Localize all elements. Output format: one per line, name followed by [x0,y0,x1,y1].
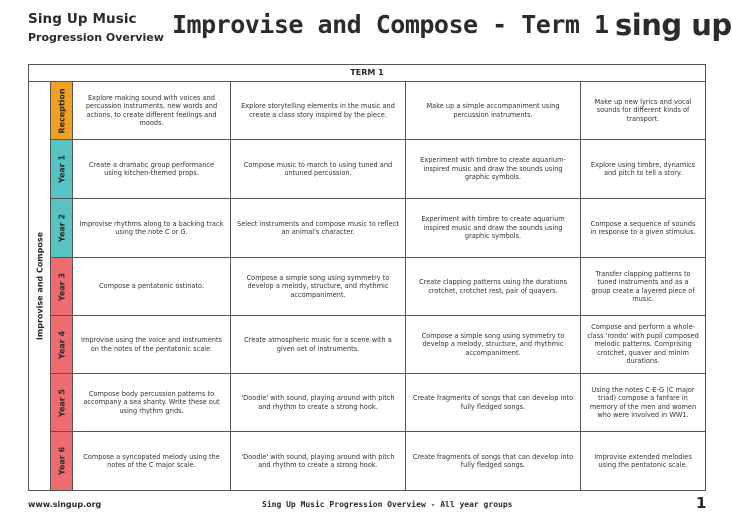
table-cell [406,199,581,257]
table-cell [406,316,581,373]
table-cell [231,199,406,257]
logo-text: sing up [615,8,732,42]
year-label-cell [51,82,73,139]
year-label-cell [51,199,73,257]
side-label: Improvise and Compose [35,231,44,341]
cell-text: Transfer clapping patterns to tuned instruments and as a group create a layered piece of music. [591,269,695,303]
cell-text: Compose body percussion patterns to accompany a sea shanty. Write these out using rhythm grids. [83,389,220,415]
year-label-cell [51,432,73,490]
table-grid [51,82,705,490]
year-label: Year 5 [57,388,66,417]
progression-table [28,64,706,491]
cell-text: Explore using timbre, dynamics and pitch to tell a story. [590,160,696,177]
cell-text: Make up a simple accompaniment using percussion instruments. [426,102,560,119]
year-label: Year 3 [57,272,66,301]
year-label: Reception [57,87,66,134]
cell-text: Explore making sound with voices and percussion instruments, new words and actions, to create different feelings and moods. [85,93,218,127]
table-cell [581,374,705,431]
cell-text: Improvise rhythms along to a backing track using the note C or G. [79,219,224,236]
table-cell [581,258,705,315]
table-cell [73,432,231,490]
cell-text: 'Doodle' with sound, playing around with pitch and rhythm to create a strong hook. [241,452,395,469]
table-cell [73,199,231,257]
year-label-cell [51,316,73,373]
table-cell [581,316,705,373]
cell-text: Compose a simple song using symmetry to develop a melody, structure, and rhythmic accompaniment. [246,273,390,299]
cell-text: Create atmospheric music for a scene with a given set of instruments. [244,336,392,353]
sing-up-logo [615,8,732,42]
cell-text: Explore storytelling elements in the music and create a class story inspired by the piece. [241,102,395,119]
cell-text: Create fragments of songs that can develop into fully fledged songs. [412,452,574,469]
table-row [51,82,705,140]
table-cell [581,82,705,139]
page-header [0,0,732,62]
cell-text: Compose a pentatonic ostinato. [98,282,205,291]
year-label: Year 6 [57,446,66,476]
page-number: 1 [696,494,707,512]
cell-text: Create fragments of songs that can develop into fully fledged songs. [412,394,574,411]
table-cell [231,258,406,315]
table-cell [581,432,705,490]
year-label-cell [51,258,73,315]
brand-subtitle: Progression Overview [28,31,164,44]
cell-text: Select instruments and compose music to reflect an animal's character. [237,219,399,236]
year-label: Year 1 [57,154,66,184]
footer-title: Sing Up Music Progression Overview - All year groups [262,500,513,509]
table-cell [581,140,705,198]
term-heading: TERM 1 [29,65,705,82]
table-row [51,199,705,258]
year-label: Year 2 [57,213,66,243]
cell-text: Using the notes C-E-G (C major triad) compose a fanfare in memory of the men and women who were involved in WW1. [589,385,697,419]
table-cell [73,374,231,431]
cell-text: Improvise using the voice and instruments on the notes of the pentatonic scale. [81,336,222,353]
cell-text: Compose a sequence of sounds in response to a given stimulus. [590,219,696,236]
table-cell [231,316,406,373]
table-cell [73,82,231,139]
cell-text: Experiment with timbre to create aquarium inspired music and draw the sounds using graphic symbols. [421,215,565,241]
table-cell [231,374,406,431]
cell-text: Create clapping patterns using the durations crotchet, crotchet rest, pair of quavers. [419,278,567,295]
table-cell [406,82,581,139]
table-row [51,140,705,199]
side-label-cell [29,82,51,490]
cell-text: Compose a simple song using symmetry to develop a melody, structure, and rhythmic accompaniment. [421,331,565,357]
cell-text: 'Doodle' with sound, playing around with pitch and rhythm to create a strong hook. [241,394,395,411]
table-cell [73,258,231,315]
table-row [51,374,705,432]
page-title: Improvise and Compose - Term 1 [172,10,609,39]
table-cell [406,258,581,315]
cell-text: Experiment with timbre to create aquarium-inspired music and draw the sounds using graphic symbols. [420,156,566,182]
cell-text: Improvise extended melodies using the pentatonic scale. [594,452,692,469]
year-label-cell [51,374,73,431]
year-label: Year 4 [57,330,66,359]
table-row [51,432,705,490]
year-label-cell [51,140,73,198]
table-cell [231,82,406,139]
table-cell [73,140,231,198]
cell-text: Compose and perform a whole-class 'rondo' with pupil composed melodic patterns. Comprising crotchet, quaver and minim durations. [587,323,699,366]
table-cell [231,432,406,490]
table-cell [73,316,231,373]
cell-text: Create a dramatic group performance using kitchen-themed props. [88,160,215,177]
table-row [51,258,705,316]
table-cell [231,140,406,198]
cell-text: Compose a syncopated melody using the notes of the C major scale. [83,452,220,469]
cell-text: Make up new lyrics and vocal sounds for different kinds of transport. [594,97,692,123]
brand-title: Sing Up Music [28,11,137,27]
table-row [51,316,705,374]
table-cell [406,432,581,490]
table-cell [581,199,705,257]
cell-text: Compose music to march to using tuned and untuned percussion. [243,160,393,177]
footer-website: www.singup.org [28,500,102,509]
table-cell [406,374,581,431]
table-cell [406,140,581,198]
